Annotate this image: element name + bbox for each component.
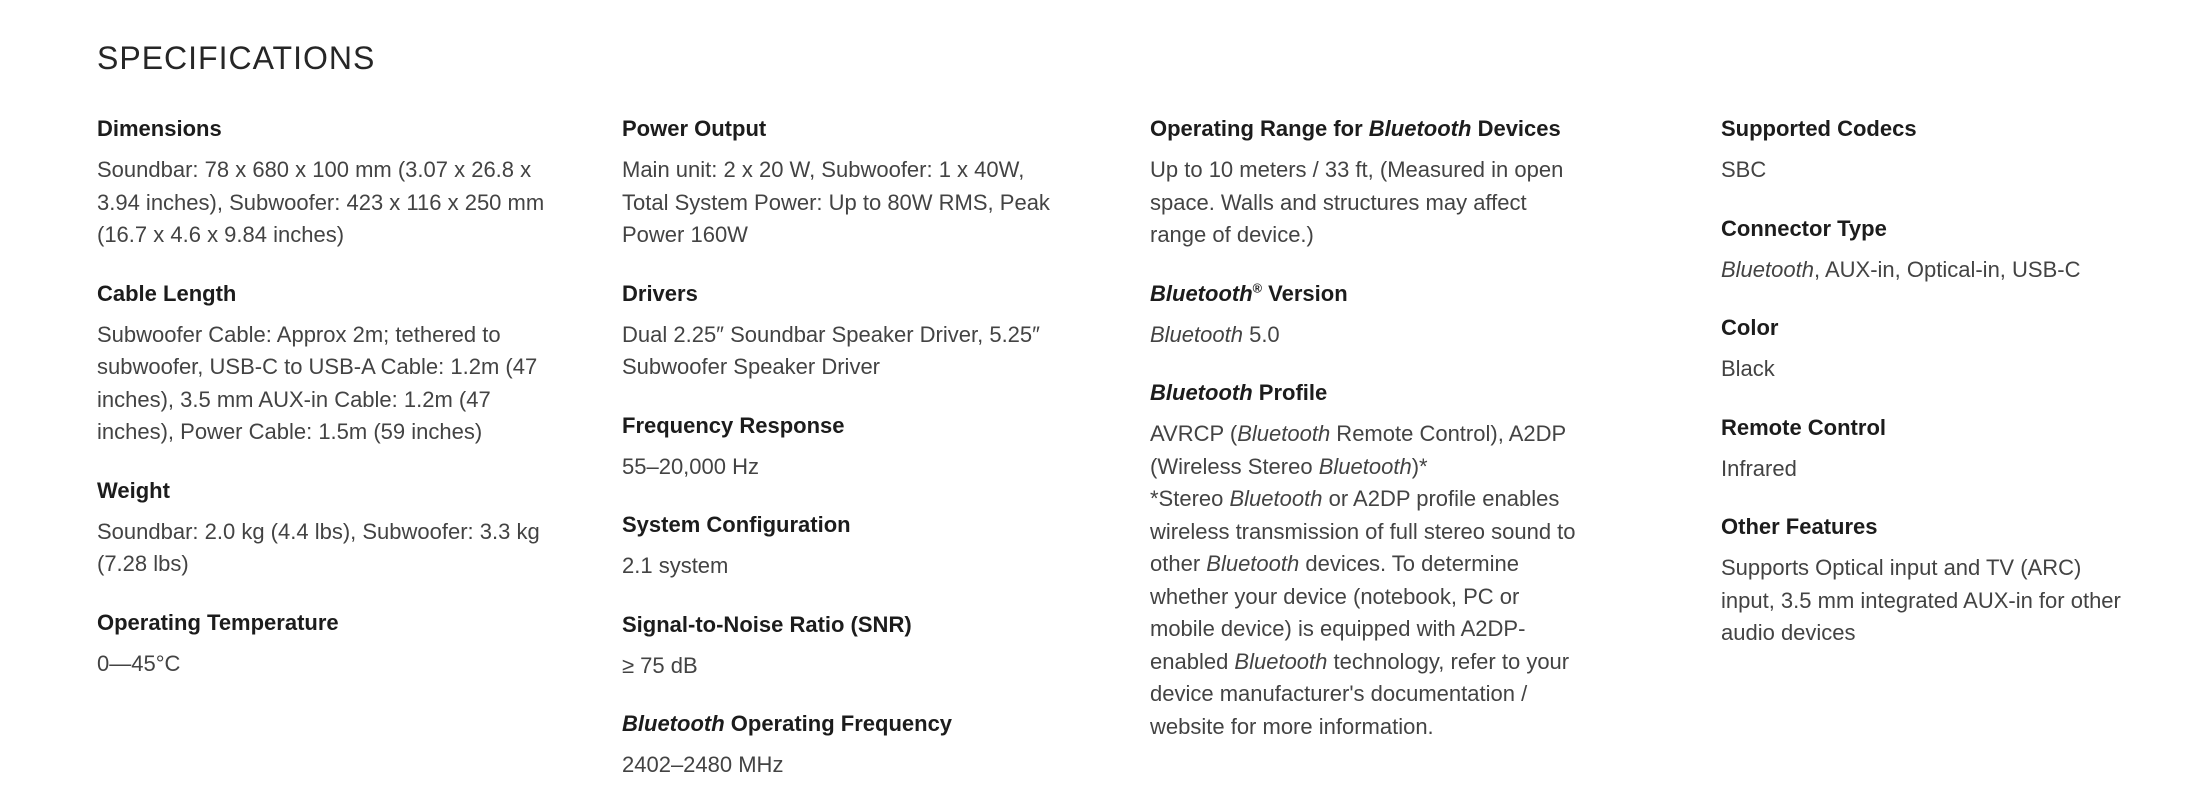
spec-value: 2.1 system [622, 553, 729, 578]
spec-heading: Operating Range for Bluetooth Devices [1150, 116, 1561, 141]
spec-value: 0—45°C [97, 650, 181, 676]
spec-value: 2402–2480 MHz [622, 752, 784, 777]
spec-value: 55–20,000 Hz [622, 453, 759, 479]
spec-value: AVRCP (Bluetooth Remote Control), A2DP (Wireless Stereo Bluetooth)* *Stereo Bluetooth or A2DP profile enables wireless transmission of full stereo sound to other Bluetooth devices. To determine whether your device (notebook, PC or mobile device) is equipped with A2DP-enabled Bluetooth technology, refer to your device manufacturer's documentation / website for more information. [1150, 421, 1576, 739]
spec-heading: Cable Length [97, 280, 237, 306]
spec-heading: Bluetooth Profile [1150, 380, 1328, 405]
spec-column-2 [622, 114, 1074, 809]
spec-value: ≥ 75 dB [622, 652, 698, 678]
spec-heading: Supported Codecs [1721, 116, 1917, 141]
spec-heading: Bluetooth® Version [1150, 280, 1348, 306]
spec-value: Up to 10 meters / 33 ft, (Measured in open space. Walls and structures may affect range of device.) [1150, 157, 1564, 247]
spec-value: Main unit: 2 x 20 W, Subwoofer: 1 x 40W, Total System Power: Up to 80W RMS, Peak Power 160W [622, 157, 1050, 247]
spec-value: SBC [1721, 157, 1767, 182]
spec-value: Black [1721, 356, 1775, 381]
spec-heading: Weight [97, 477, 170, 503]
spec-value: Supports Optical input and TV (ARC) input, 3.5 mm integrated AUX-in for other audio devices [1721, 555, 2121, 645]
spec-column-3 [1150, 114, 1588, 770]
spec-heading: Power Output [622, 116, 767, 141]
spec-value: Bluetooth 5.0 [1150, 321, 1280, 347]
spec-value: Infrared [1721, 455, 1797, 481]
spec-heading: Connector Type [1721, 215, 1887, 241]
spec-value: Soundbar: 2.0 kg (4.4 lbs), Subwoofer: 3.3 kg (7.28 lbs) [97, 518, 540, 576]
page-title: SPECIFICATIONS [97, 40, 376, 76]
spec-heading: System Configuration [622, 512, 851, 537]
spec-heading: Drivers [622, 280, 698, 306]
spec-heading: Operating Temperature [97, 609, 339, 635]
spec-heading: Color [1721, 315, 1779, 340]
spec-heading: Other Features [1721, 514, 1878, 539]
spec-heading: Bluetooth Operating Frequency [622, 711, 953, 736]
spec-value: Soundbar: 78 x 680 x 100 mm (3.07 x 26.8 x 3.94 inches), Subwoofer: 423 x 116 x 250 mm (16.7 x 4.6 x 9.84 inches) [97, 157, 545, 247]
spec-value: Dual 2.25″ Soundbar Speaker Driver, 5.25″ Subwoofer Speaker Driver [622, 321, 1040, 379]
spec-value: Bluetooth, AUX-in, Optical-in, USB-C [1721, 256, 2081, 282]
spec-heading: Frequency Response [622, 412, 845, 438]
spec-heading: Dimensions [97, 116, 222, 141]
spec-value: Subwoofer Cable: Approx 2m; tethered to subwoofer, USB-C to USB-A Cable: 1.2m (47 inches), 3.5 mm AUX-in Cable: 1.2m (47 inches), Power Cable: 1.5m (59 inches) [97, 321, 538, 444]
spec-column-1 [97, 114, 545, 707]
spec-heading: Remote Control [1721, 414, 1886, 440]
spec-column-4 [1721, 114, 2133, 677]
spec-heading: Signal-to-Noise Ratio (SNR) [622, 611, 912, 637]
